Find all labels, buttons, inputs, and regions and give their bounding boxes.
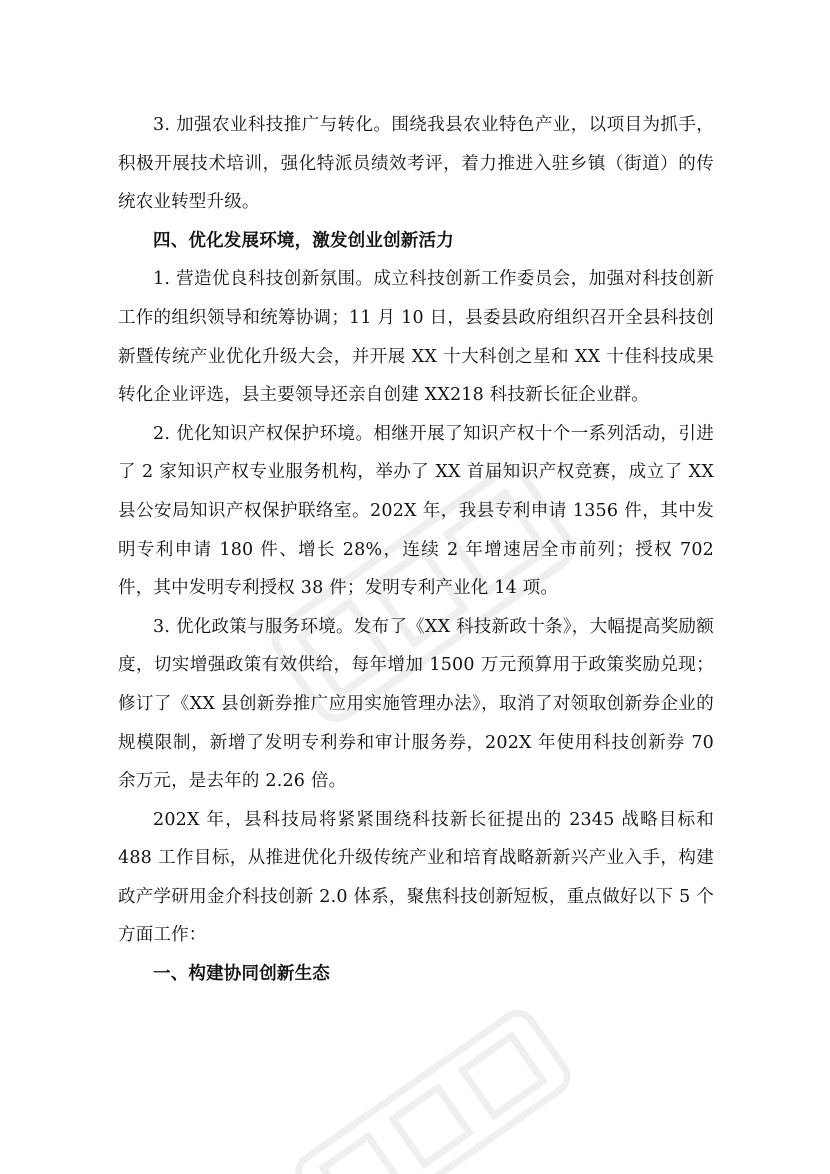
paragraph-ip-protection: 2. 优化知识产权保护环境。相继开展了知识产权十个一系列活动，引进了 2 家知识产权专业服务机构，举办了 XX 首届知识产权竞赛，成立了 XX 县公安局知识产权保护联络室。202X 年，我县专利申请 1356 件，其中发明专利申请 180 件、增长 28%，连续 2 年增速居全市前列；授权 702 件，其中发明专利授权 38 件；发明专利产业化 14 项。 bbox=[118, 423, 714, 599]
watermark-logo-icon bbox=[261, 968, 599, 1174]
document-body bbox=[118, 106, 714, 994]
section-heading-ecosystem: 一、构建协同创新生态 bbox=[153, 964, 330, 985]
paragraph-policy-service: 3. 优化政策与服务环境。发布了《XX 科技新政十条》，大幅提高奖励额度，切实增强政策有效供给，每年增加 1500 万元预算用于政策奖励兑现；修订了《XX 县创新券推广应用实施管理办法》，取消了对领取创新券企业的规模限制，新增了发明专利券和审计服务券，202X 年使用科技创新券 70 余万元，是去年的 2.26 倍。 bbox=[118, 616, 714, 792]
paragraph-plan-intro: 202X 年，县科技局将紧紧围绕科技新长征提出的 2345 战略目标和 488 工作目标，从推进优化升级传统产业和培育战略新新兴产业入手，构建政产学研用金介科技创新 2.0 体系，聚焦科技创新短板，重点做好以下 5 个方面工作： bbox=[118, 809, 714, 946]
paragraph-agri-tech: 3. 加强农业科技推广与转化。围绕我县农业特色产业，以项目为抓手，积极开展技术培训，强化特派员绩效考评，着力推进入驻乡镇（街道）的传统农业转型升级。 bbox=[118, 115, 714, 213]
section-heading-environment: 四、优化发展环境，激发创业创新活力 bbox=[153, 230, 454, 251]
paragraph-innovation-atmosphere: 1. 营造优良科技创新氛围。成立科技创新工作委员会，加强对科技创新工作的组织领导和统筹协调；11 月 10 日，县委县政府组织召开全县科技创新暨传统产业优化升级大会，并开展 XX 十大科创之星和 XX 十佳科技成果转化企业评选，县主要领导还亲自创建 XX218 科技新长征企业群。 bbox=[118, 269, 714, 406]
